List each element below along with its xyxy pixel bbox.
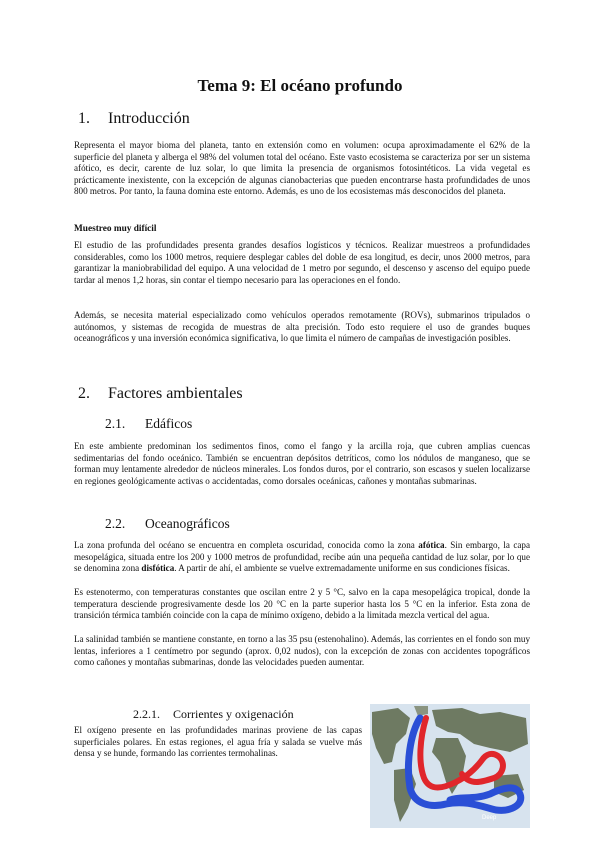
subsection-heading-edaficos xyxy=(105,416,192,432)
edaficos-paragraph: En este ambiente predominan los sedimentos finos, como el fango y la arcilla roja, que cubren amplias cuencas sedimentarias del fondo oceánico. También se encuentran depósitos detríticos, como los nódulos de manganeso, que se forman muy lentamente alrededor de núcleos minerales. Los fondos duros, por el contrario, son escasos y suelen localizarse en regiones geológicamente activas o accidentadas, como dorsales oceánicas, cañones y montañas submarinas. xyxy=(74,441,530,486)
text-run: . A partir de ahí, el ambiente se vuelve extremadamente uniforme en sus condiciones físicas. xyxy=(174,563,510,574)
oceanograficos-paragraph-2: Es estenotermo, con temperaturas constantes que oscilan entre 2 y 5 °C, salvo en la capa mesopelágica tropical, donde la temperatura desciende progresivamente desde los 20 °C en la parte superior hasta los 5 °C en la inferior. Esta zona de transición térmica también coincide con la capa de mínimo oxígeno, debido a la limitada mezcla vertical del agua. xyxy=(74,587,530,621)
oceanograficos-paragraph-3: La salinidad también se mantiene constante, en torno a las 35 psu (estenohalino). Además, las corrientes en el fondo son muy lentas, inferiores a 1 centímetro por segundo (aprox. 0,02 nudos), con la excepción de zonas con accidentes topográficos como cañones y montañas submarinas, donde las velocidades pueden aumentar. xyxy=(74,634,530,668)
section-heading-factores xyxy=(78,385,243,403)
text-run: . Sin embargo, la capa mesopelágica, situada entre los 200 y 1000 metros de profundidad, recibe aún una pequeña cantidad de luz solar, por lo que se denomina zona xyxy=(74,540,531,574)
oceanograficos-paragraph-1 xyxy=(74,540,530,575)
subsubsection-heading-corrientes xyxy=(133,707,294,722)
section-title: Introducción xyxy=(108,110,190,127)
subheading-muestreo: Muestreo muy difícil xyxy=(74,224,157,234)
intro-paragraph-1: Representa el mayor bioma del planeta, tanto en extensión como en volumen: ocupa aproximadamente el 62% de la superficie del planeta y alberga el 98% del volumen total del océano. Este vasto ecosistema se caracteriza por ser un sistema afótico, es decir, carente de luz solar, lo que limita la presencia de organismos fotosintéticos. La vida vegetal es prácticamente inexistente, con la excepción de algunas cianobacterias que pueden encontrarse hasta profundidades de unos 800 metros. Por tanto, la fauna domina este entorno. Además, es uno de los ecosistemas más desconocidos del planeta. xyxy=(74,140,530,197)
subsection-title: Edáficos xyxy=(145,416,193,431)
text-run: La zona profunda del océano se encuentra en completa oscuridad, conocida como la zona xyxy=(74,540,419,550)
subsection-number: 2.2. xyxy=(105,516,126,531)
subsection-number: 2.1. xyxy=(105,416,126,431)
deep-label: Deep xyxy=(482,815,497,821)
subsection-title: Oceanográficos xyxy=(145,516,230,531)
section-heading-introduccion xyxy=(78,110,190,128)
subsubsection-number: 2.2.1. xyxy=(133,707,160,721)
subsection-heading-oceanograficos xyxy=(105,516,230,532)
subsubsection-title: Corrientes y oxigenación xyxy=(173,707,294,721)
section-number: 2. xyxy=(78,385,90,402)
term-afotica: afótica xyxy=(418,540,445,550)
thermohaline-map-figure xyxy=(370,704,530,828)
section-number: 1. xyxy=(78,110,90,127)
world-map-illustration xyxy=(370,704,530,828)
intro-paragraph-2: El estudio de las profundidades presenta grandes desafíos logísticos y técnicos. Realizar muestreos a profundidades considerables, como los 1000 metros, requiere desplegar cables del doble de esa longitud, es decir, unos 2000 metros, para garantizar la maniobrabilidad del equipo. A una velocidad de 1 metro por segundo, el descenso y ascenso del equipo puede tardar al menos 1,2 horas, sin contar el tiempo necesario para las operaciones en el fondo. xyxy=(74,240,530,285)
section-title: Factores ambientales xyxy=(108,385,243,402)
term-disfotica: disfótica xyxy=(141,563,175,574)
corrientes-paragraph: El oxígeno presente en las profundidades marinas proviene de las capas superficiales polares. En estas regiones, el agua fría y salada se vuelve más densa y se hunde, formando las corrientes termohalinas. xyxy=(74,725,362,759)
intro-paragraph-3: Además, se necesita material especializado como vehículos operados remotamente (ROVs), submarinos tripulados o autónomos, y sistemas de recogida de muestras de alta precisión. Todo esto requiere el uso de grandes buques oceanográficos y una inversión económica significativa, lo que limita el número de campañas de investigación posibles. xyxy=(74,310,530,344)
page-title: Tema 9: El océano profundo xyxy=(197,76,403,95)
